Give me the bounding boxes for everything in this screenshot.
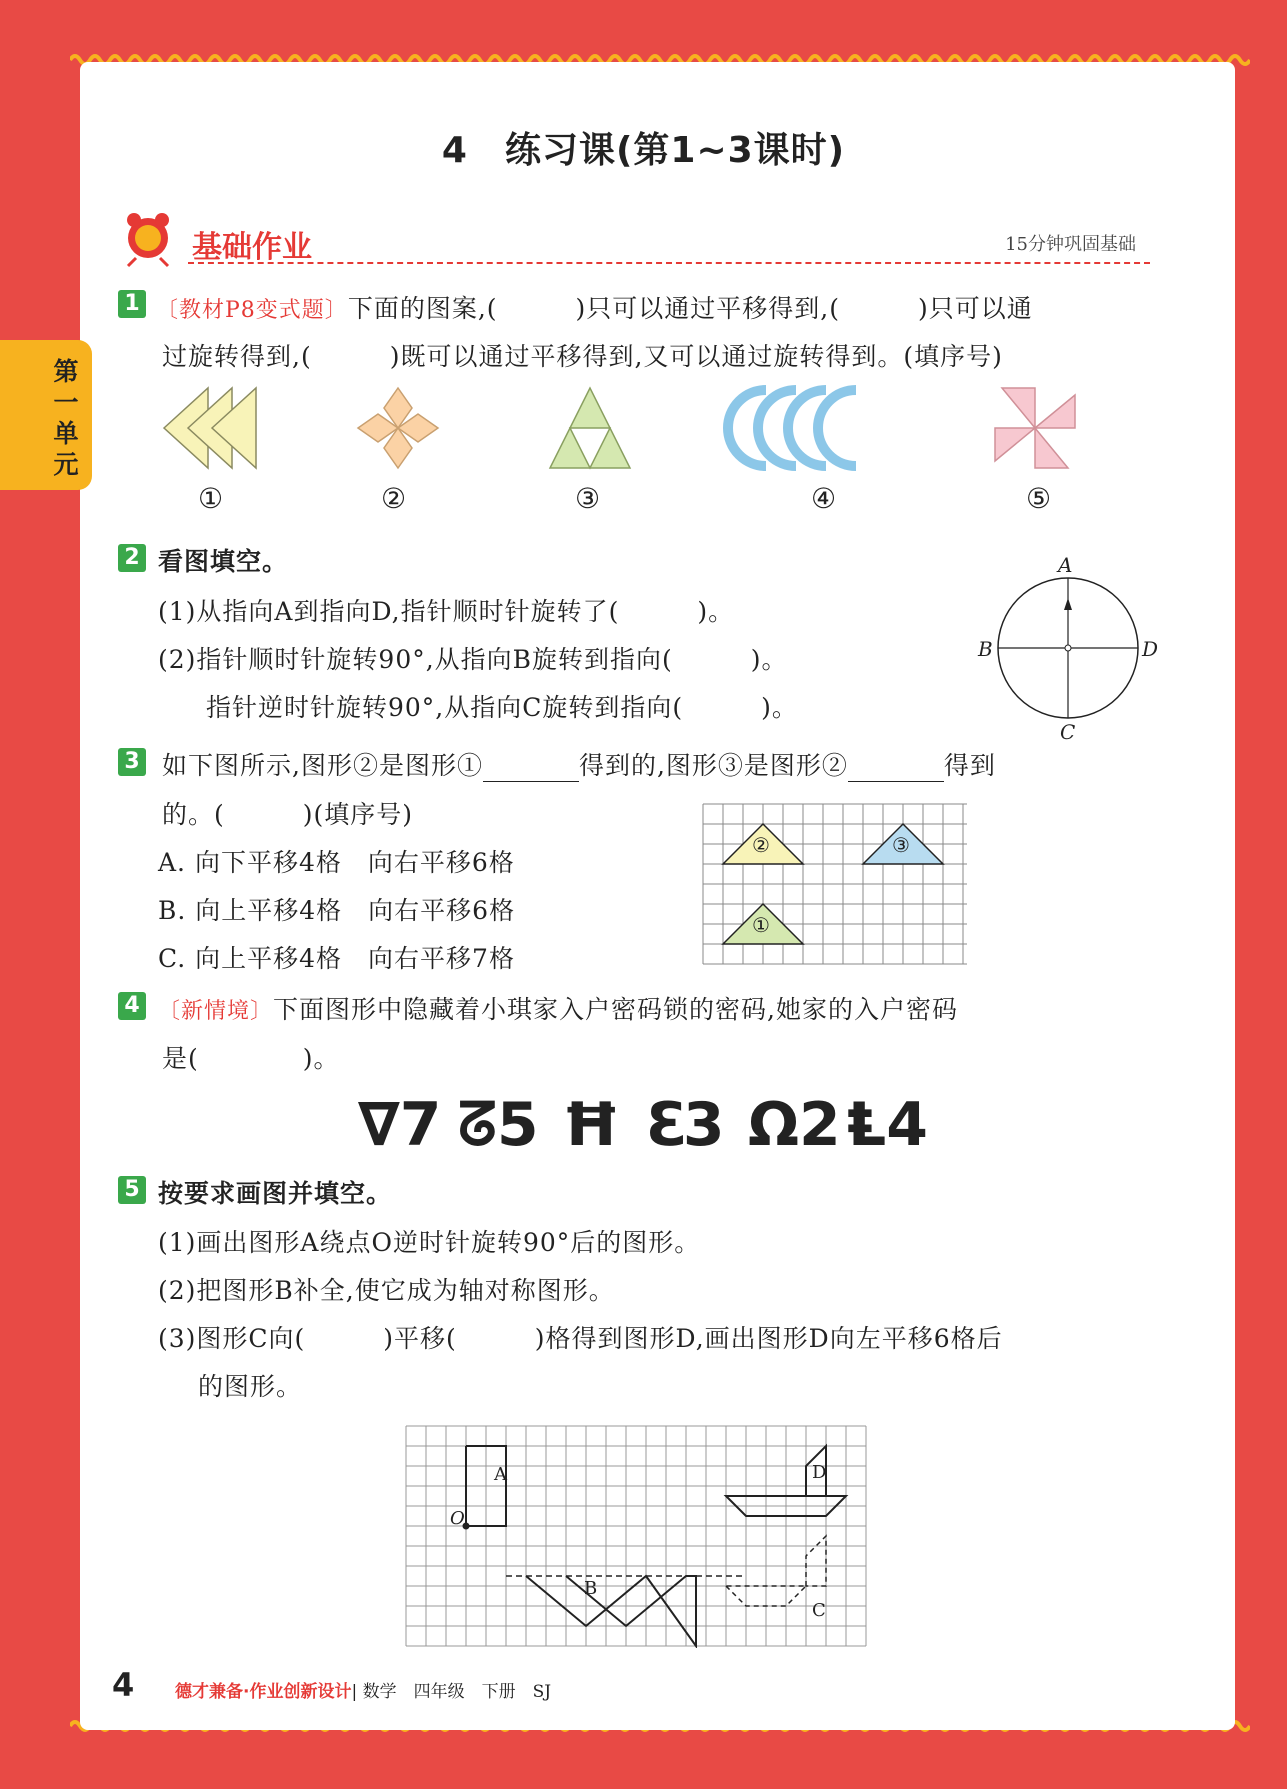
grid-label-a: A — [494, 1464, 508, 1485]
alarm-clock-icon — [118, 210, 180, 268]
windmill-figure — [995, 388, 1075, 468]
question-3-text-1a: 如下图所示,图形②是图形① — [162, 751, 483, 780]
question-4-line-2: 是( )。 — [162, 1044, 340, 1073]
grid-label-d: D — [812, 1462, 828, 1483]
code-glyph-1: ∇7 — [358, 1090, 442, 1160]
question-3-option-a: A. 向下平移4格 向右平移6格 — [158, 848, 515, 877]
answer-blank-1[interactable] — [483, 757, 579, 782]
question-1-figures — [150, 380, 1110, 480]
section-divider — [188, 262, 1150, 264]
figure-label-3: ③ — [575, 482, 601, 515]
question-2-line-3: 指针逆时针旋转90°,从指向C旋转到指向( )。 — [206, 693, 798, 722]
section-header — [118, 210, 1158, 270]
section-subtitle: 15分钟巩固基础 — [1005, 234, 1136, 255]
triforce-figure — [550, 388, 630, 468]
footer-text — [175, 1677, 551, 1702]
figure-label-5: ⑤ — [1026, 482, 1052, 515]
dial-label-b: B — [978, 637, 994, 661]
pinwheel-diamond-figure — [358, 388, 438, 468]
section-label: 基础作业 — [192, 230, 312, 265]
arcs-figure — [728, 390, 856, 466]
question-5-line-1: (1)画出图形A绕点O逆时针旋转90°后的图形。 — [158, 1228, 701, 1257]
shape-c-sail — [806, 1536, 826, 1586]
question-5-line-3: (3)图形C向( )平移( )格得到图形D,画出图形D向左平移6格后 — [158, 1324, 1003, 1353]
question-4-number: 4 — [118, 992, 146, 1020]
question-4-text-1: 下面图形中隐藏着小琪家入户密码锁的密码,她家的入户密码 — [273, 995, 958, 1024]
question-3-line-2: 的。( )(填序号) — [162, 800, 414, 829]
figure-label-4: ④ — [811, 482, 837, 515]
question-1-line-1 — [156, 289, 1033, 325]
page-number: 4 — [112, 1666, 135, 1704]
question-3-grid — [702, 803, 968, 967]
question-1-number: 1 — [118, 290, 146, 318]
code-glyph-4: ℇ3 — [646, 1090, 725, 1160]
footer-brand: 德才兼备·作业创新设计 — [175, 1682, 352, 1702]
question-2-heading: 看图填空。 — [158, 547, 289, 576]
grid-label-1: ① — [752, 913, 771, 937]
footer-info: | 数学 四年级 下册 SJ — [351, 1682, 552, 1702]
question-4-line-1 — [158, 990, 958, 1026]
question-1-text-1: 下面的图案,( )只可以通过平移得到,( )只可以通 — [347, 294, 1033, 323]
grid-label-c: C — [812, 1600, 827, 1621]
code-glyph-6: Ⱡ4 — [848, 1090, 928, 1160]
question-2-number: 2 — [118, 544, 146, 572]
question-5-grid — [398, 1416, 880, 1648]
dial-label-c: C — [1060, 720, 1077, 744]
question-5-heading: 按要求画图并填空。 — [158, 1179, 393, 1208]
figure-label-2: ② — [381, 482, 407, 515]
triangles-figure — [164, 388, 256, 468]
grid-label-o: O — [450, 1508, 466, 1529]
question-1-line-2: 过旋转得到,( )既可以通过平移得到,又可以通过旋转得到。(填序号) — [162, 342, 1003, 371]
question-5-number: 5 — [118, 1176, 146, 1204]
figure-label-1: ① — [198, 482, 224, 515]
code-glyph-5: Ω2 — [748, 1090, 841, 1160]
unit-tab-label: 第一单元 — [53, 357, 79, 479]
question-2-line-1: (1)从指向A到指向D,指针顺时针旋转了( )。 — [158, 597, 735, 626]
question-3-option-c: C. 向上平移4格 向右平移7格 — [158, 944, 515, 973]
question-3-number: 3 — [118, 748, 146, 776]
question-5-line-4: 的图形。 — [198, 1372, 303, 1401]
question-5-line-2: (2)把图形B补全,使它成为轴对称图形。 — [158, 1276, 615, 1305]
question-2-line-2: (2)指针顺时针旋转90°,从指向B旋转到指向( )。 — [158, 645, 788, 674]
dial-label-d: D — [1142, 637, 1160, 661]
question-3-line-1 — [162, 746, 996, 782]
question-4-tag: 〔新情境〕 — [158, 999, 274, 1024]
question-3-text-1c: 得到 — [943, 751, 996, 780]
clock-dial-diagram — [970, 548, 1160, 748]
code-glyph-2: ᘔ5 — [458, 1090, 539, 1160]
answer-blank-2[interactable] — [848, 757, 944, 782]
question-1-tag: 〔教材P8变式题〕 — [156, 298, 348, 323]
grid-label-b: B — [584, 1578, 599, 1599]
unit-side-tab — [0, 340, 92, 490]
grid-label-2: ② — [752, 833, 771, 857]
grid-label-3: ③ — [892, 833, 911, 857]
question-3-text-1b: 得到的,图形③是图形② — [578, 751, 848, 780]
question-3-option-b: B. 向上平移4格 向右平移6格 — [158, 896, 516, 925]
page-title: 4 练习课(第1~3课时) — [441, 130, 846, 171]
dial-label-a: A — [1058, 553, 1074, 577]
code-glyph-3: Ħ — [562, 1090, 621, 1160]
